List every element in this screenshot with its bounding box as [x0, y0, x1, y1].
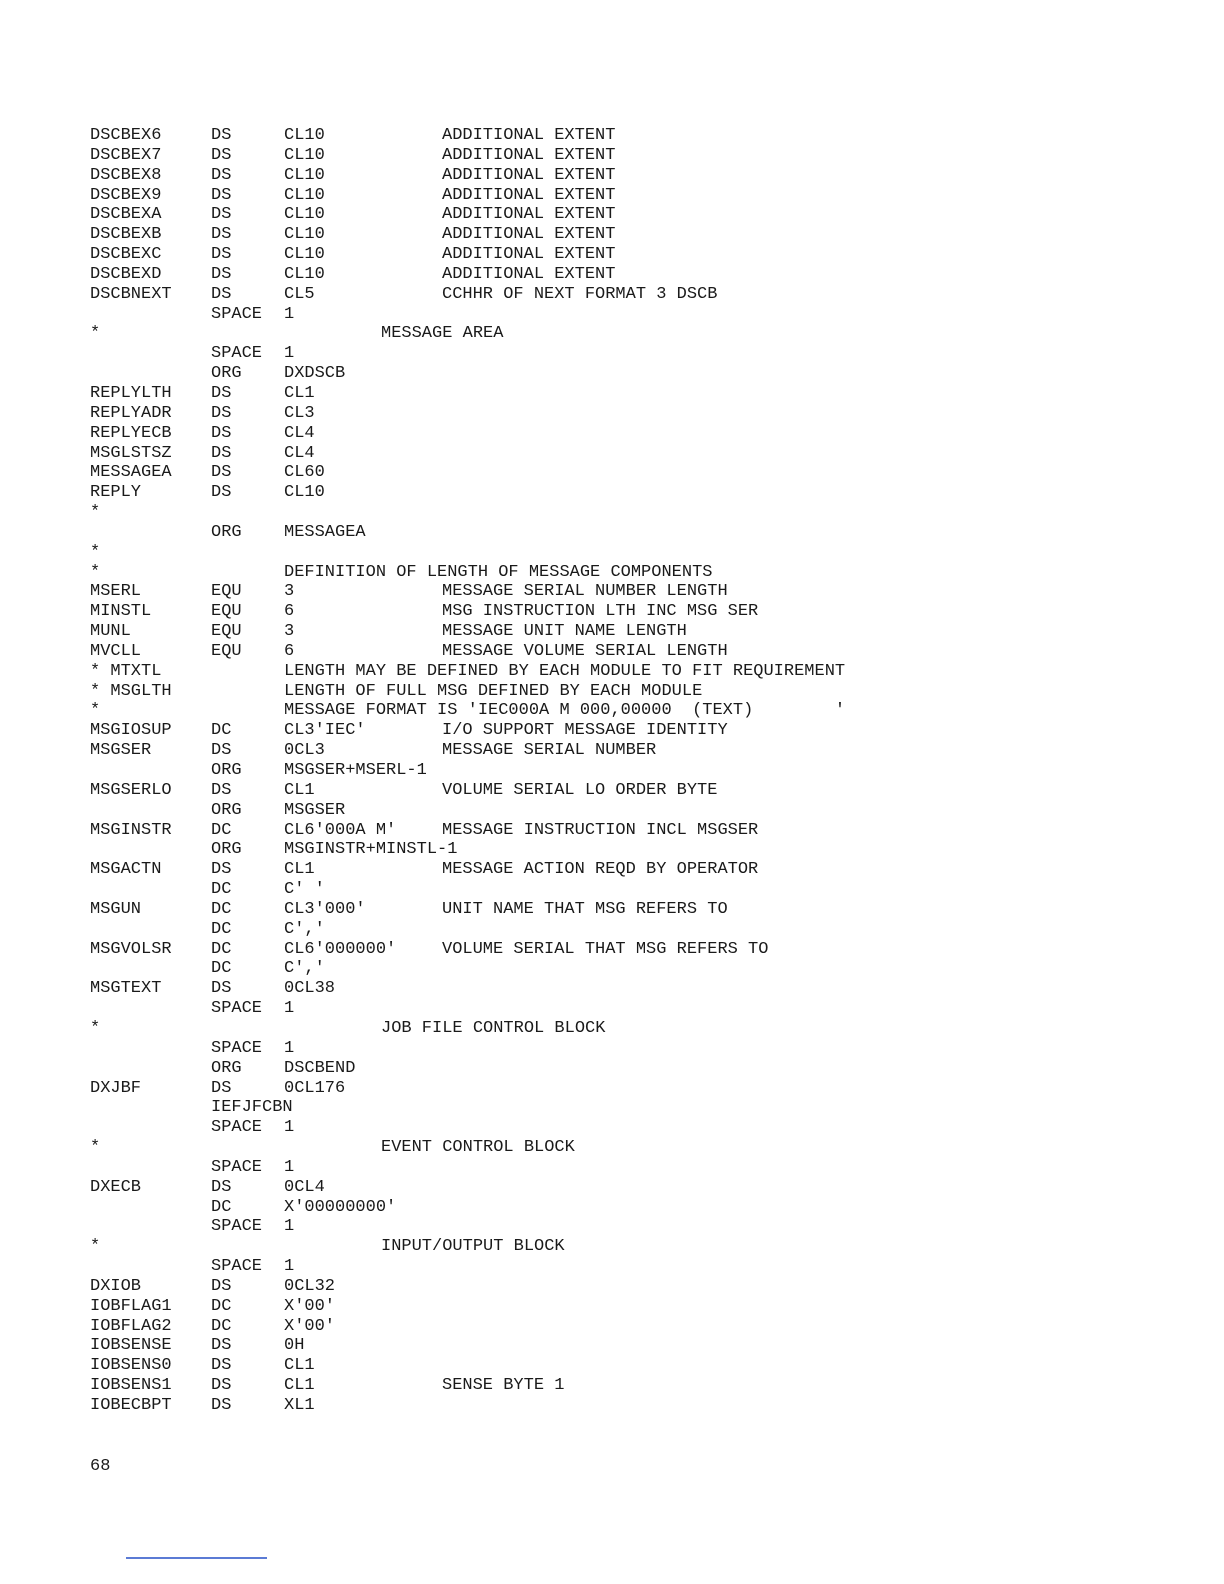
listing-line — [90, 602, 1200, 622]
line-operand: CL10 — [284, 245, 325, 265]
line-label: DSCBEX9 — [90, 185, 162, 205]
line-opcode: DS — [211, 145, 232, 165]
line-operand: CL10 — [284, 225, 325, 245]
line-label: MSGTEXT — [90, 979, 162, 999]
line-opcode: DS — [211, 1396, 232, 1415]
listing-line — [90, 305, 1200, 325]
listing-line — [90, 245, 1200, 265]
line-opcode: DC — [211, 899, 232, 919]
line-opcode: DS — [211, 443, 232, 463]
line-comment: MESSAGE INSTRUCTION INCL MSGSER — [442, 820, 759, 840]
listing-line — [90, 741, 1200, 761]
line-operand: 0CL4 — [284, 1177, 325, 1197]
line-operand: 0CL38 — [284, 979, 336, 999]
line-opcode: EQU — [211, 602, 242, 622]
line-operand: CL4 — [284, 423, 315, 443]
line-comment: ADDITIONAL EXTENT — [442, 145, 616, 165]
listing-line — [90, 324, 1200, 344]
listing-line — [90, 622, 1200, 642]
line-opcode: ORG — [211, 761, 242, 780]
line-opcode: DS — [211, 403, 232, 423]
line-label: IOBECBPT — [90, 1396, 172, 1415]
line-opcode: SPACE — [211, 1257, 263, 1277]
listing-line — [90, 880, 1200, 900]
line-operand: C',' — [284, 959, 325, 979]
listing-line — [90, 1178, 1200, 1198]
line-opcode: DS — [211, 1336, 232, 1356]
line-opcode: DC — [211, 939, 232, 959]
line-operand: CL1 — [284, 383, 315, 403]
line-operand: CL1 — [284, 780, 315, 800]
listing-line — [90, 1198, 1200, 1218]
line-label: IOBSENSE — [90, 1336, 172, 1356]
listing-line — [90, 781, 1200, 801]
line-label: DXECB — [90, 1177, 142, 1197]
line-comment: MSG INSTRUCTION LTH INC MSG SER — [442, 602, 759, 622]
line-operand: DXDSCB — [284, 364, 346, 384]
listing-line — [90, 424, 1200, 444]
listing-line — [90, 1297, 1200, 1317]
line-comment: MESSAGE SERIAL NUMBER LENGTH — [442, 582, 728, 602]
comment-text: MESSAGE FORMAT IS 'IEC000A M 000,00000 (TEXT) ' — [284, 701, 846, 721]
line-opcode: SPACE — [211, 1157, 263, 1177]
listing-line — [90, 463, 1200, 483]
line-opcode: EQU — [211, 582, 242, 602]
line-opcode: DS — [211, 264, 232, 284]
line-operand: DSCBEND — [284, 1058, 356, 1078]
comment-star: * — [90, 324, 101, 344]
section-heading: MESSAGE AREA — [381, 324, 504, 344]
line-operand: CL1 — [284, 1376, 315, 1396]
comment-star: * — [90, 1138, 101, 1158]
line-opcode: DS — [211, 284, 232, 304]
comment-text: DEFINITION OF LENGTH OF MESSAGE COMPONENTS — [284, 562, 713, 582]
line-comment: VOLUME SERIAL LO ORDER BYTE — [442, 780, 718, 800]
line-label: REPLYLTH — [90, 383, 172, 403]
listing-line — [90, 1356, 1200, 1376]
line-opcode: SPACE — [211, 344, 263, 364]
line-operand: 6 — [284, 602, 295, 622]
line-operand: 3 — [284, 582, 295, 602]
line-label: MSGLSTSZ — [90, 443, 172, 463]
listing-line — [90, 1118, 1200, 1138]
line-opcode: IEFJFCBN — [211, 1098, 293, 1118]
line-comment: ADDITIONAL EXTENT — [442, 126, 616, 145]
listing-line — [90, 265, 1200, 285]
line-label: MSERL — [90, 582, 142, 602]
line-comment: UNIT NAME THAT MSG REFERS TO — [442, 899, 728, 919]
line-opcode: DS — [211, 205, 232, 225]
comment-label: * MSGLTH — [90, 681, 172, 701]
line-comment: SENSE BYTE 1 — [442, 1376, 565, 1396]
line-label: REPLYADR — [90, 403, 172, 423]
listing-line — [90, 205, 1200, 225]
line-opcode: ORG — [211, 1058, 242, 1078]
line-operand: CL4 — [284, 443, 315, 463]
line-label: DSCBEX6 — [90, 126, 162, 145]
line-opcode: DS — [211, 463, 232, 483]
listing-line — [90, 1317, 1200, 1337]
line-operand: CL1 — [284, 860, 315, 880]
line-operand: 1 — [284, 304, 295, 324]
line-opcode: ORG — [211, 800, 242, 820]
listing-line — [90, 940, 1200, 960]
line-operand: CL10 — [284, 185, 325, 205]
listing-line — [90, 404, 1200, 424]
listing-line — [90, 662, 1200, 682]
line-comment: ADDITIONAL EXTENT — [442, 225, 616, 245]
line-label: MSGUN — [90, 899, 142, 919]
listing-line — [90, 1237, 1200, 1257]
line-opcode: EQU — [211, 622, 242, 642]
line-operand: CL10 — [284, 126, 325, 145]
listing-line — [90, 860, 1200, 880]
listing-line — [90, 1039, 1200, 1059]
line-operand: X'00' — [284, 1316, 336, 1336]
line-label: DXIOB — [90, 1276, 142, 1296]
line-opcode: ORG — [211, 840, 242, 860]
line-opcode: DC — [211, 919, 232, 939]
listing-line — [90, 483, 1200, 503]
listing-line — [90, 900, 1200, 920]
comment-star: * — [90, 562, 101, 582]
line-operand: CL1 — [284, 1356, 315, 1376]
listing-line — [90, 444, 1200, 464]
line-opcode: SPACE — [211, 1118, 263, 1138]
line-operand: 3 — [284, 622, 295, 642]
line-comment: MESSAGE VOLUME SERIAL LENGTH — [442, 641, 728, 661]
line-label: DSCBEX7 — [90, 145, 162, 165]
line-comment: ADDITIONAL EXTENT — [442, 205, 616, 225]
line-operand: 6 — [284, 641, 295, 661]
listing-line — [90, 979, 1200, 999]
listing-line — [90, 1079, 1200, 1099]
line-label: MSGSERLO — [90, 780, 172, 800]
listing-line — [90, 384, 1200, 404]
line-operand: XL1 — [284, 1396, 315, 1415]
line-operand: 0H — [284, 1336, 305, 1356]
listing-line — [90, 1336, 1200, 1356]
comment-star: * — [90, 503, 101, 523]
section-heading: INPUT/OUTPUT BLOCK — [381, 1237, 565, 1257]
line-opcode: DS — [211, 1376, 232, 1396]
comment-star: * — [90, 542, 101, 562]
line-opcode: DC — [211, 880, 232, 900]
line-operand: CL10 — [284, 145, 325, 165]
line-opcode: DC — [211, 1316, 232, 1336]
footer-rule — [126, 1557, 267, 1559]
listing-line — [90, 582, 1200, 602]
listing-line — [90, 999, 1200, 1019]
line-operand: CL60 — [284, 463, 325, 483]
line-label: DSCBEXD — [90, 264, 162, 284]
line-opcode: DS — [211, 1078, 232, 1098]
line-operand: C',' — [284, 919, 325, 939]
line-operand: 0CL3 — [284, 741, 325, 761]
listing-line — [90, 642, 1200, 662]
line-comment: VOLUME SERIAL THAT MSG REFERS TO — [442, 939, 769, 959]
line-opcode: SPACE — [211, 1038, 263, 1058]
listing-line — [90, 1059, 1200, 1079]
line-comment: MESSAGE SERIAL NUMBER — [442, 741, 657, 761]
line-opcode: DC — [211, 1197, 232, 1217]
line-comment: MESSAGE UNIT NAME LENGTH — [442, 622, 687, 642]
line-operand: CL10 — [284, 264, 325, 284]
line-label: IOBFLAG1 — [90, 1296, 172, 1316]
line-label: MSGINSTR — [90, 820, 172, 840]
section-heading: EVENT CONTROL BLOCK — [381, 1138, 575, 1158]
listing-line — [90, 186, 1200, 206]
listing-line — [90, 166, 1200, 186]
line-opcode: DS — [211, 860, 232, 880]
line-opcode: SPACE — [211, 1217, 263, 1237]
line-opcode: DS — [211, 423, 232, 443]
line-label: REPLYECB — [90, 423, 172, 443]
line-label: DSCBEX8 — [90, 165, 162, 185]
listing-line — [90, 959, 1200, 979]
line-comment: ADDITIONAL EXTENT — [442, 185, 616, 205]
line-comment: ADDITIONAL EXTENT — [442, 165, 616, 185]
line-operand: MESSAGEA — [284, 522, 366, 542]
line-opcode: SPACE — [211, 999, 263, 1019]
listing-line — [90, 563, 1200, 583]
line-operand: 0CL32 — [284, 1276, 336, 1296]
listing-line — [90, 701, 1200, 721]
line-operand: X'00' — [284, 1296, 336, 1316]
line-opcode: DC — [211, 820, 232, 840]
line-label: MSGVOLSR — [90, 939, 172, 959]
line-opcode: DS — [211, 245, 232, 265]
line-opcode: DS — [211, 1276, 232, 1296]
line-label: MSGACTN — [90, 860, 162, 880]
listing-line — [90, 840, 1200, 860]
line-opcode: DS — [211, 185, 232, 205]
line-comment: MESSAGE ACTION REQD BY OPERATOR — [442, 860, 759, 880]
line-operand: CL10 — [284, 483, 325, 503]
line-operand: 1 — [284, 1257, 295, 1277]
line-operand: 1 — [284, 344, 295, 364]
line-opcode: DS — [211, 741, 232, 761]
line-operand: CL10 — [284, 205, 325, 225]
line-operand: MSGSER — [284, 800, 346, 820]
listing-line — [90, 920, 1200, 940]
line-operand: CL5 — [284, 284, 315, 304]
section-heading: JOB FILE CONTROL BLOCK — [381, 1018, 606, 1038]
line-label: IOBSENS1 — [90, 1376, 172, 1396]
line-label: MESSAGEA — [90, 463, 172, 483]
line-opcode: DS — [211, 979, 232, 999]
line-operand: C' ' — [284, 880, 325, 900]
listing-line — [90, 761, 1200, 781]
listing-line — [90, 543, 1200, 563]
line-comment: ADDITIONAL EXTENT — [442, 264, 616, 284]
line-operand: CL3'000' — [284, 899, 366, 919]
line-operand: 1 — [284, 1157, 295, 1177]
line-opcode: ORG — [211, 364, 242, 384]
line-operand: MSGSER+MSERL-1 — [284, 761, 427, 780]
line-operand: 1 — [284, 999, 295, 1019]
line-opcode: ORG — [211, 522, 242, 542]
listing-line — [90, 344, 1200, 364]
line-opcode: DC — [211, 1296, 232, 1316]
listing-line — [90, 682, 1200, 702]
comment-star: * — [90, 701, 101, 721]
line-operand: 1 — [284, 1038, 295, 1058]
line-comment: I/O SUPPORT MESSAGE IDENTITY — [442, 721, 728, 741]
line-operand: CL6'000A M' — [284, 820, 397, 840]
line-operand: 0CL176 — [284, 1078, 346, 1098]
line-label: DSCBEXC — [90, 245, 162, 265]
listing-line — [90, 721, 1200, 741]
listing-line — [90, 285, 1200, 305]
line-operand: 1 — [284, 1118, 295, 1138]
comment-star: * — [90, 1237, 101, 1257]
line-label: MINSTL — [90, 602, 152, 622]
listing-line — [90, 364, 1200, 384]
line-label: MUNL — [90, 622, 131, 642]
line-opcode: DS — [211, 1356, 232, 1376]
comment-text: LENGTH MAY BE DEFINED BY EACH MODULE TO FIT REQUIREMENT — [284, 661, 846, 681]
line-opcode: DC — [211, 959, 232, 979]
line-label: MVCLL — [90, 641, 142, 661]
comment-text: LENGTH OF FULL MSG DEFINED BY EACH MODULE — [284, 681, 703, 701]
line-opcode: SPACE — [211, 304, 263, 324]
listing-line — [90, 1098, 1200, 1118]
line-label: MSGIOSUP — [90, 721, 172, 741]
listing-line — [90, 523, 1200, 543]
listing-line — [90, 1138, 1200, 1158]
listing-line — [90, 1019, 1200, 1039]
listing-line — [90, 1257, 1200, 1277]
assembler-listing — [90, 126, 1200, 1416]
listing-line — [90, 821, 1200, 841]
comment-label: * MTXTL — [90, 661, 162, 681]
line-opcode: DS — [211, 165, 232, 185]
comment-star: * — [90, 1018, 101, 1038]
line-operand: CL6'000000' — [284, 939, 397, 959]
line-opcode: DS — [211, 225, 232, 245]
line-label: IOBSENS0 — [90, 1356, 172, 1376]
listing-line — [90, 1217, 1200, 1237]
page-number: 68 — [90, 1457, 111, 1476]
line-operand: CL3 — [284, 403, 315, 423]
listing-line — [90, 1396, 1200, 1416]
listing-line — [90, 1376, 1200, 1396]
listing-line — [90, 801, 1200, 821]
line-label: DSCBNEXT — [90, 284, 172, 304]
line-opcode: EQU — [211, 641, 242, 661]
line-label: IOBFLAG2 — [90, 1316, 172, 1336]
line-opcode: DS — [211, 483, 232, 503]
line-comment: ADDITIONAL EXTENT — [442, 245, 616, 265]
listing-line — [90, 1158, 1200, 1178]
listing-line — [90, 1277, 1200, 1297]
line-label: DSCBEXA — [90, 205, 162, 225]
line-label: REPLY — [90, 483, 142, 503]
line-label: DSCBEXB — [90, 225, 162, 245]
line-comment: CCHHR OF NEXT FORMAT 3 DSCB — [442, 284, 718, 304]
line-opcode: DS — [211, 1177, 232, 1197]
line-label: DXJBF — [90, 1078, 142, 1098]
line-operand: MSGINSTR+MINSTL-1 — [284, 840, 458, 860]
listing-line — [90, 503, 1200, 523]
line-operand: 1 — [284, 1217, 295, 1237]
line-opcode: DC — [211, 721, 232, 741]
line-operand: X'00000000' — [284, 1197, 397, 1217]
line-opcode: DS — [211, 126, 232, 145]
listing-line — [90, 126, 1200, 146]
listing-line — [90, 146, 1200, 166]
line-opcode: DS — [211, 383, 232, 403]
listing-line — [90, 225, 1200, 245]
line-operand: CL3'IEC' — [284, 721, 366, 741]
line-label: MSGSER — [90, 741, 152, 761]
line-opcode: DS — [211, 780, 232, 800]
line-operand: CL10 — [284, 165, 325, 185]
